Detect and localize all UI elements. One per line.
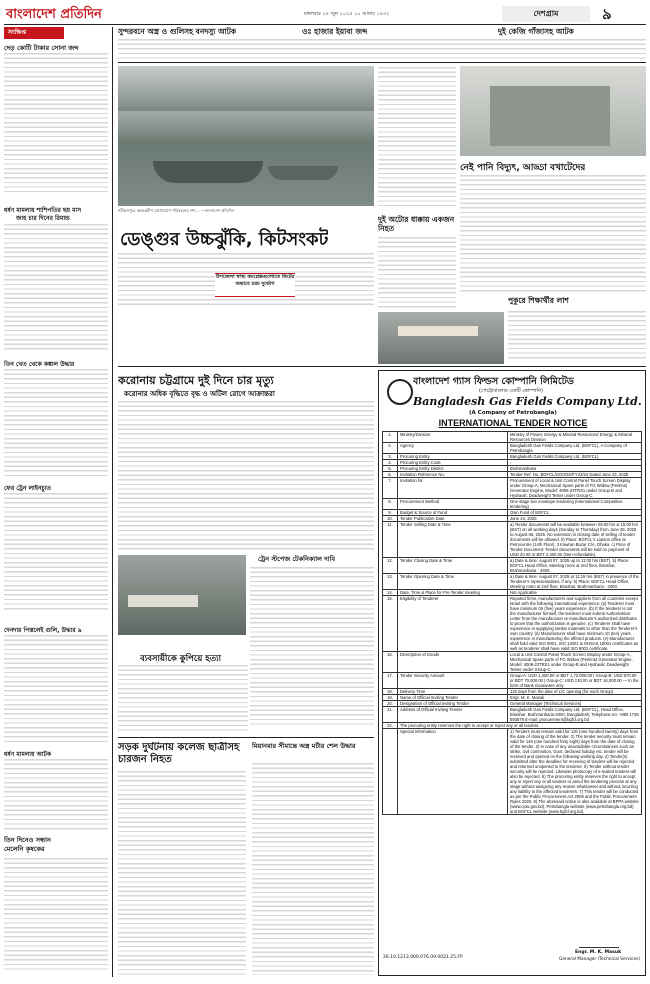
tender-row-value: - bbox=[508, 460, 642, 466]
tender-row-number: 14. bbox=[383, 590, 398, 596]
tender-row-value: a) Tender documents will be available between 09.00 hrs & 15.00 hrs (BST) on all working days (Sunday to Thursday) from June 25, 2025 to August 06, 2025. No extension in closing date of selling of tender documents will be allowed. b) Place: BGFCL's Liaison office at Petrocentre (14th Floor), 3 Kawran Bazar C/A, Dhaka. c) Price of Tender Document: Tender documents will be sold on payment of USD 20.00 or BDT 2,400.00 (Non-refundable). bbox=[508, 522, 642, 558]
tender-company-en-sub: (A Company of Petrobangla) bbox=[469, 410, 557, 416]
tender-notice bbox=[378, 370, 646, 976]
tender-row bbox=[383, 673, 642, 689]
headline-corona: করোনায় চট্টগ্রামে দুই দিনে চার মৃত্যু bbox=[118, 374, 274, 387]
tender-signature bbox=[579, 939, 619, 948]
tender-row-label: Address of Official Inviting Tender bbox=[398, 707, 508, 723]
sidebar-story-6-headline: ধর্ষণ মামলায় আটক bbox=[4, 751, 52, 758]
road-rule bbox=[118, 737, 374, 738]
tender-row-number: 4. bbox=[383, 460, 398, 466]
photo-riverbank bbox=[118, 66, 374, 111]
pond-body bbox=[508, 310, 646, 360]
tender-row bbox=[383, 472, 642, 478]
sidebar-story-7-body bbox=[4, 857, 108, 972]
tender-row-number: 9. bbox=[383, 510, 398, 516]
tender-row bbox=[383, 443, 642, 454]
tender-row-value: Ministry of Power, Energy & Mineral Resources/ Energy & Mineral Resources Division bbox=[508, 432, 642, 443]
top-stories-body bbox=[118, 38, 646, 60]
trader-body bbox=[118, 664, 248, 734]
tender-row-label: Ministry/Division bbox=[398, 432, 508, 443]
tender-row-label: Name of Official Inviting Tender bbox=[398, 695, 508, 701]
sidebar-story-2-headline: ধর্ষণ মামলায় শাশিপতির ছয় মাস bbox=[4, 207, 82, 214]
tender-row-label: Budget & Source of Fund bbox=[398, 510, 508, 516]
tender-row bbox=[383, 478, 642, 499]
myanmar-body bbox=[252, 762, 374, 975]
tender-row bbox=[383, 689, 642, 695]
sidebar-story-4-body bbox=[4, 492, 108, 612]
tender-row-number: 8. bbox=[383, 499, 398, 510]
tender-row bbox=[383, 707, 642, 723]
tender-ref: 26.10.1213.000.076.09.0021.25.FP bbox=[383, 955, 463, 960]
tender-row-number: 15. bbox=[383, 596, 398, 652]
tender-row-value: 120 days from the date of L/C opening (for each Group). bbox=[508, 689, 642, 695]
tender-row-label: Agency bbox=[398, 443, 508, 454]
tender-row-value: Own Fund of BGFCL bbox=[508, 510, 642, 516]
tender-row-number: 21. bbox=[383, 707, 398, 723]
tender-row bbox=[383, 652, 642, 673]
tender-row-value: Not Applicable bbox=[508, 590, 642, 596]
headline-sundarbans: সুন্দরবনে অস্ত্র ও গুলিসহ বনদস্যু আটক bbox=[118, 27, 237, 36]
tender-row-label: Tender Security Amount bbox=[398, 673, 508, 689]
tender-row-number: 2. bbox=[383, 443, 398, 454]
tender-row-label: Procurement Method bbox=[398, 499, 508, 510]
tender-row-label: Tender Closing Date & Time bbox=[398, 558, 508, 574]
photo-building bbox=[490, 86, 610, 146]
tender-row-number: 7. bbox=[383, 478, 398, 499]
tender-row-label: Tender Opening Date & Time bbox=[398, 574, 508, 590]
tender-row bbox=[383, 596, 642, 652]
masthead-logo: বাংলাদেশ প্রতিদিন bbox=[6, 7, 102, 22]
dengue-pull-quote bbox=[215, 273, 295, 297]
tender-row-label: Designation of Official Inviting Tender bbox=[398, 701, 508, 707]
pull-quote-text: উপজেলা স্বাস্থ্য কমপ্লেক্সগুলোতে কিটের অভাবে চরম দুর্ভোগ bbox=[215, 274, 295, 287]
photo-caption: শরীয়তপুরে অভ্যন্তরীণ যোগাযোগ পরিবহনের দশা… —বাংলাদেশ প্রতিদিন bbox=[118, 208, 235, 213]
sidebar-story-7-headline: তিন দিনেও সন্ধান bbox=[4, 836, 51, 844]
sidebar-story-5-body bbox=[4, 634, 108, 744]
tender-row-label: Description of Goods bbox=[398, 652, 508, 673]
tender-row-value: One stage two envelope tendering (International Competitive tendering) bbox=[508, 499, 642, 510]
tender-company-bn: বাংলাদেশ গ্যাস ফিল্ডস কোম্পানি লিমিটেড bbox=[413, 376, 574, 387]
tender-row-value: Procurement of Local & Unit Control Panel Touch Screen Display under Group-A, Mechanical Spare parts of FG Widow (Perkins) Generator Engine, Model: 4006-23TRS1 under Group-B and Hydraulic Deadweight Tester under Group-C. bbox=[508, 478, 642, 499]
train-body bbox=[250, 566, 374, 726]
headline-myanmar: মিয়ানমার সীমান্তে অস্ত্র মর্টার শেল উদ্ধার bbox=[252, 742, 356, 750]
tender-row-value: General Manager (Technical Services) bbox=[508, 701, 642, 707]
tender-row-number: 12. bbox=[383, 558, 398, 574]
sidebar-story-3-body bbox=[4, 368, 108, 478]
section-name: দেশগ্রাম bbox=[533, 9, 559, 18]
tender-row-value: Tender Ref. No. BGFCL/GOODS/FY23/24 Dated June 23, 2025 bbox=[508, 472, 642, 478]
tender-row-number: 1. bbox=[383, 432, 398, 443]
sidebar-story-1-headline: দেড় কোটি টাকার সোনা জব্দ bbox=[4, 44, 79, 52]
tender-row-value: June 24, 2025 bbox=[508, 516, 642, 522]
tender-table-wrap bbox=[382, 431, 642, 951]
headline-power: নেই পানি বিদ্যুৎ, আড্ডা বখাটেদের bbox=[460, 163, 586, 173]
tender-row-number: 19. bbox=[383, 695, 398, 701]
top-row-rule bbox=[118, 62, 646, 63]
tender-row-value: a) Date & time: August 07, 2025 at 11:15 hrs (BST) in presence of the Tenderer's representatives, if any. b) Place: BGFCL Head Office, Meeting room at 2nd floor, Birashar, Brahmanbaria - 3400. bbox=[508, 574, 642, 590]
tender-row-value: Engr. M. K. Masuk bbox=[508, 695, 642, 701]
sidebar-divider bbox=[112, 27, 113, 977]
headline-bullet: দুই অটোর ধাক্কায় একজন নিহত bbox=[378, 215, 455, 233]
headline-dengue: ডেঙ্গুর উচ্চঝুঁকি, কিটসংকট bbox=[120, 229, 329, 250]
tender-row-number: 16. bbox=[383, 652, 398, 673]
tender-row-value: Bangladesh Gas Fields Company Ltd. (BGFCL) bbox=[508, 454, 642, 460]
tender-row bbox=[383, 432, 642, 443]
tender-row-number: 6. bbox=[383, 472, 398, 478]
tender-row-label: Procuring Entity District bbox=[398, 466, 508, 472]
tender-row-label: Invitation Reference No. bbox=[398, 472, 508, 478]
boat-ferry-photo bbox=[118, 66, 374, 206]
photo-boat bbox=[153, 161, 263, 183]
tender-row-label: Date, Time & Place for Pre-Tender meeting bbox=[398, 590, 508, 596]
bullet-body bbox=[378, 236, 456, 308]
tender-heading: INTERNATIONAL TENDER NOTICE bbox=[438, 418, 588, 428]
headline-road: সড়ক দুর্ঘটনায় কলেজ ছাত্রীসহ চারজন নিহত bbox=[118, 742, 240, 765]
tender-row bbox=[383, 522, 642, 558]
tender-row-label: Eligibility of Tenderer bbox=[398, 596, 508, 652]
tender-company-en: Bangladesh Gas Fields Company Ltd. bbox=[413, 395, 642, 408]
sidebar-title bbox=[4, 27, 64, 39]
sidebar-title-text: সংক্ষিপ্ত bbox=[8, 29, 27, 36]
tender-row-label: Procuring Entity bbox=[398, 454, 508, 460]
bgfcl-logo bbox=[387, 379, 413, 405]
tender-row-number: 10. bbox=[383, 516, 398, 522]
sidebar-story-7-headline-2: মেলেনি কৃষকের bbox=[4, 845, 45, 853]
tender-row-value: Reputed firms, manufacturers and suppliers from all countries except Israel with the following international experience: (a) Tenderer must have minimum 05 (five) years experience. (b) If the tenderer is not the manufacturer himself, the tenderer must submit Authorization Letter from the manufacturer or manufacturer's authorized distributor to prove that the authorization is genuine. (c) Tenderer shall have experience in supplying similar materials to other than the Tenderer's own country. (d) Manufacturer shall have minimum 10 (ten) years experience in manufacturing the offered products. (e) Manufacturer shall hold valid ISO 9001, ISO 14001 & OHSAS 18001 certificates as well as tenderer shall have valid ISO 9001 certificate. bbox=[508, 596, 642, 652]
photo-rally-banner bbox=[128, 595, 198, 607]
photo-banner bbox=[398, 326, 478, 336]
tender-row-label: Tender Publication Date bbox=[398, 516, 508, 522]
tender-signer-title: General Manager (Technical Services) bbox=[559, 957, 641, 962]
tender-row-label: The procuring entity reserves the right to accept or reject any or all tenders. bbox=[398, 723, 642, 729]
sidebar-story-2-headline-2: জাহ চার দিনের রিমান্ড bbox=[16, 215, 70, 222]
rally-photo bbox=[118, 555, 246, 635]
tender-row-label: Delivery Time bbox=[398, 689, 508, 695]
corona-body bbox=[118, 400, 374, 550]
tender-row-value: a) Date & time: August 07, 2025 up to 11:00 hrs (BST). b) Place: BGFCL Head Office, Meeting room at 2nd floor, Birashar, Brahmanbaria - 3400. bbox=[508, 558, 642, 574]
sidebar-story-4-headline: ফের ট্রেন লাইনচ্যুত bbox=[4, 485, 51, 492]
tender-row-value: Brahmanbaria bbox=[508, 466, 642, 472]
headline-yaba: ওঃ হাজার ইয়াবা জব্দ bbox=[302, 27, 368, 36]
sidebar-story-5-headline: দেনদার পিস্তলেই গুলি, উদ্ধার ৯ bbox=[4, 627, 82, 634]
tender-row bbox=[383, 574, 642, 590]
photo-side-body bbox=[378, 66, 456, 206]
mid-rule bbox=[118, 366, 646, 367]
headline-trader: ব্যবসায়ীকে কুপিয়ে হত্যা bbox=[140, 654, 222, 664]
tender-special-label: Special Information bbox=[398, 729, 508, 815]
tender-special-row bbox=[383, 729, 642, 815]
sidebar bbox=[4, 27, 110, 977]
tender-row-label: Procuring Entity Code bbox=[398, 460, 508, 466]
sidebar-story-1-body bbox=[4, 52, 108, 192]
sidebar-story-3-headline: তিন খেত থেকে কঙ্কাল উদ্ধার bbox=[4, 361, 75, 368]
tender-row-value: Bangladesh Gas Fields Company Ltd. (BGFCL), A Company of Petrobangla bbox=[508, 443, 642, 454]
tender-row-number: 17. bbox=[383, 673, 398, 689]
tender-row-label: Invitation for bbox=[398, 478, 508, 499]
tender-row-value: Local & Unit Control Panel Touch Screen Display under Group-A, Mechanical Spare parts of FG Widow (Perkins) Generator Engine, Model: 4006-23TRS1 under Group-B and Hydraulic Deadweight Tester under Group-C. bbox=[508, 652, 642, 673]
subheadline-corona: করোনার অধিক বৃদ্ধিতে বৃদ্ধ ও অটিল রোগে আক্রান্তরা bbox=[124, 390, 275, 398]
tender-table bbox=[382, 431, 642, 815]
headline-ganja: দুই কেজি গাঁজাসহ আটক bbox=[498, 27, 574, 36]
headline-train: ট্রেন স্টপেজ টেকনিক্যাল দাবি bbox=[258, 555, 336, 563]
tender-row-number: 11. bbox=[383, 522, 398, 558]
tender-row-value: Bangladesh Gas Fields Company Ltd. (BGFCL), Head Office, Birashar, Brahmanbaria-3400, Bangladesh, Telephone no: +880 1730 593679 E-mail: procurement@bgfcl.org.bd bbox=[508, 707, 642, 723]
building-photo bbox=[460, 66, 646, 156]
tender-row bbox=[383, 558, 642, 574]
tender-signer: Engr. M. K. Masuk bbox=[575, 950, 622, 955]
photo-boat-2 bbox=[268, 166, 338, 180]
sidebar-story-2-body bbox=[4, 223, 108, 353]
sidebar-story-6-body bbox=[4, 758, 108, 830]
masthead-date: মঙ্গলবার ২৪ জুন ২০২৫ ১০ আষাঢ় ১৪৩২ bbox=[304, 11, 390, 17]
headline-pond: পুকুরে শিক্ষার্থীর লাশ bbox=[508, 296, 569, 305]
page-number: ৯ bbox=[602, 5, 612, 23]
tender-row-label: Tender Selling Date & Time bbox=[398, 522, 508, 558]
tender-row-number: 20. bbox=[383, 701, 398, 707]
tender-row-number: 5. bbox=[383, 466, 398, 472]
tender-row-number: 18. bbox=[383, 689, 398, 695]
tender-row bbox=[383, 499, 642, 510]
section-banner bbox=[502, 6, 590, 22]
road-body bbox=[118, 770, 246, 975]
protest-photo bbox=[378, 312, 504, 364]
tender-row-number: 3. bbox=[383, 454, 398, 460]
power-body bbox=[460, 174, 646, 292]
masthead bbox=[4, 4, 646, 25]
tender-special-info: 1) Tenders must remain valid for 120 (one hundred twenty) days from the date of closing of the tender. 2) The tender security must remain valid for 148 (one hundred forty eight) days from the date of closing of the tender. 3) In case of any unavoidable circumstances such as strike, civil commotion, Govt. declared holiday etc. tender will be received and opened on the following working day. 4) Tender(s) submitted after the deadline for receiving of tenders will be rejected and returned unopened to the tenderer. 5) Tender without tender security will be rejected. Likewise photocopy of e-mailed tenders will also be rejected. 6) The procuring entity reserves the right to accept any or reject any or all tenders or annul the tendering process at any stage without assigning any reason whatsoever and without incurring any liability to the affected tenderers. 7) This tender will be conducted as per the Public Procurement Act 2006 and the Public Procurement Rules 2025. 8) The aforesaid notice is also available at BPPA website (www.cptu.gov.bd), Petrobangla website (www.petrobangla.org.bd) and BGFCL website (www.bgfcl.org.bd). bbox=[508, 729, 642, 815]
tender-row-number: 13. bbox=[383, 574, 398, 590]
tender-row-number: 22. bbox=[383, 723, 398, 729]
tender-row-number bbox=[383, 729, 398, 815]
tender-row-value: Group-A: USD 1,400.00 or BDT 1,72,000.00 | Group-B: USD 570.00 or BDT 70,000.00 | Group-C: USD 130.00 or BDT 16,000.00 — In the form of Bank Guarantee only bbox=[508, 673, 642, 689]
tender-company-bn-sub: (পেট্রোবাংলার একটি কোম্পানি) bbox=[479, 388, 543, 394]
